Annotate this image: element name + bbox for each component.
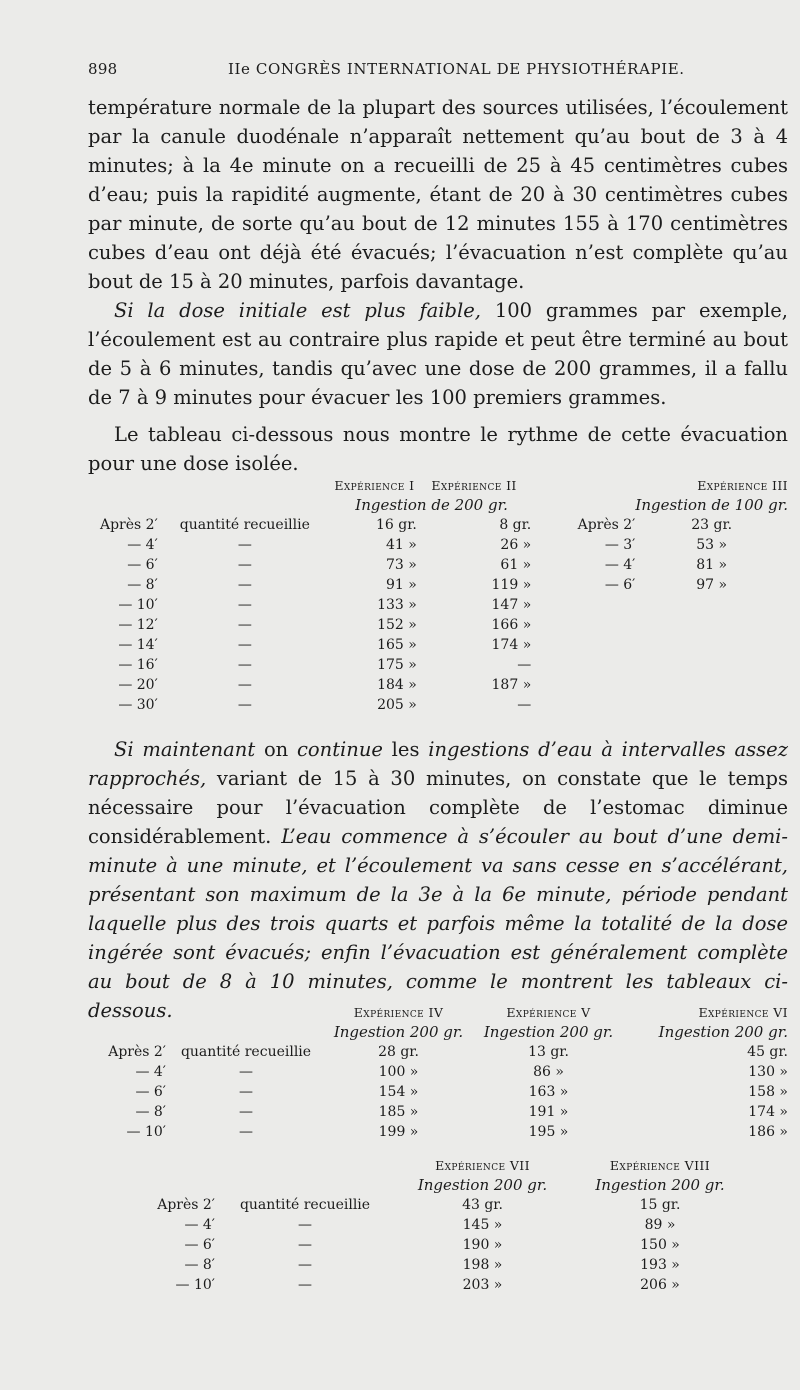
exp1-value: 165 »: [377, 637, 417, 653]
exp6-value: 130 »: [748, 1064, 788, 1080]
table-row: [120, 1275, 750, 1295]
time-cell: Après 2′: [108, 1044, 166, 1060]
exp1-value: 91 »: [385, 577, 417, 593]
time-cell: — 12′: [118, 617, 158, 633]
exp8-value: 89 »: [644, 1217, 676, 1233]
exp6-value: 45 gr.: [747, 1044, 788, 1060]
exp1-value: 133 »: [377, 597, 417, 613]
paragraph-2-italic: Si la dose initiale est plus faible,: [114, 299, 481, 322]
exp1-value: 16 gr.: [375, 517, 417, 533]
exp8-value: 206 »: [640, 1277, 680, 1293]
ditto-dash: —: [237, 597, 252, 613]
exp1-value: 205 »: [377, 697, 417, 713]
table-row: [88, 1082, 788, 1102]
time-cell: — 6′: [184, 1237, 215, 1253]
table-experiences-4-6: [88, 1002, 788, 1142]
table-row: [120, 1195, 750, 1215]
p4-text-3: variant de 15 à 30 minutes, on constate que le temps nécessaire pour l’évacuation complète de l’estomac diminue considérablement.: [88, 767, 788, 848]
exp3-time: — 4′: [604, 557, 636, 573]
ingestion-5: Ingestion 200 gr.: [483, 1023, 614, 1041]
exp2-value: 26 »: [500, 537, 532, 553]
table-row: [120, 1215, 750, 1235]
ditto-dash: —: [237, 657, 252, 673]
time-cell: Après 2′: [99, 517, 158, 533]
exp7-value: 198 »: [462, 1257, 503, 1273]
exp8-label: Expérience VIII: [609, 1157, 711, 1173]
ditto-dash: —: [298, 1237, 312, 1253]
table-row: [88, 595, 788, 615]
time-cell: — 4′: [135, 1064, 166, 1080]
p4-italic-1: Si maintenant: [114, 738, 256, 761]
exp5-value: 13 gr.: [528, 1044, 569, 1060]
table-row: [120, 1235, 750, 1255]
table-subheader-row: [88, 1022, 788, 1042]
paragraph-3: [88, 420, 788, 478]
time-cell: Après 2′: [157, 1197, 215, 1213]
exp7-label: Expérience VII: [435, 1157, 530, 1173]
exp8-value: 15 gr.: [639, 1197, 681, 1213]
exp6-label: Expérience VI: [698, 1004, 788, 1020]
paragraph-1-text: température normale de la plupart des sources utilisées, l’écoulement par la canule duodénale n’apparaît nettement qu’au bout de 3 à 4 minutes; à la 4e minute on a recueilli de 25 à 45 centimètres cubes d’eau; puis la rapidité augmente, étant de 20 à 30 centimètres cubes par minute, de sorte qu’au bout de 12 minutes 155 à 170 centimètres cubes d’eau ont déjà été évacués; l’évacuation n’est complète qu’au bout de 15 à 20 minutes, parfois davantage.: [88, 96, 788, 293]
exp7-value: 43 gr.: [462, 1197, 503, 1213]
exp3-value: 81 »: [696, 557, 728, 573]
exp4-value: 185 »: [378, 1104, 419, 1120]
exp1-value: 152 »: [377, 617, 417, 633]
exp2-value: —: [517, 697, 532, 713]
paragraph-2: [88, 296, 788, 412]
running-title: IIe CONGRÈS INTERNATIONAL DE PHYSIOTHÉRAPIE.: [228, 60, 685, 78]
time-cell: — 10′: [126, 1124, 166, 1140]
ditto-dash: —: [237, 617, 252, 633]
ditto-dash: —: [298, 1277, 312, 1293]
table-row: [88, 655, 788, 675]
table-header-row: [120, 1155, 750, 1175]
exp7-value: 203 »: [462, 1277, 503, 1293]
time-cell: — 6′: [127, 557, 158, 573]
table-row: [88, 615, 788, 635]
ditto-dash: —: [298, 1257, 312, 1273]
exp5-value: 195 »: [528, 1124, 569, 1140]
p4-text-2: les: [382, 738, 429, 761]
table-subheader-row: [88, 495, 788, 515]
exp2-value: 61 »: [500, 557, 532, 573]
table-row: [88, 695, 788, 715]
ingestion-1-2: Ingestion de 200 gr.: [355, 496, 508, 514]
ditto-dash: —: [237, 557, 252, 573]
exp4-value: 199 »: [378, 1124, 419, 1140]
exp4-label: Expérience IV: [353, 1004, 444, 1020]
exp2-value: 166 »: [491, 617, 532, 633]
time-cell: — 14′: [118, 637, 158, 653]
table-row: [88, 675, 788, 695]
ditto-dash: —: [237, 637, 252, 653]
column-label: quantité recueillie: [239, 1197, 371, 1213]
table-subheader-row: [120, 1175, 750, 1195]
exp2-value: 187 »: [491, 677, 532, 693]
table-row: [88, 1062, 788, 1082]
table-row: [88, 575, 788, 595]
p4-text-1: on: [255, 738, 297, 761]
exp6-value: 158 »: [748, 1084, 788, 1100]
exp6-value: 186 »: [748, 1124, 788, 1140]
table-row: [88, 1122, 788, 1142]
exp3-time: — 3′: [604, 537, 636, 553]
ditto-dash: —: [237, 677, 252, 693]
exp5-value: 191 »: [528, 1104, 569, 1120]
exp3-value: 97 »: [696, 577, 728, 593]
table-row: [88, 1042, 788, 1062]
paragraph-2-text: 100 grammes par exemple, l’écoulement est au contraire plus rapide et peut être terminé au bout de 5 à 6 minutes, tandis qu’avec une dose de 200 grammes, il a fallu de 7 à 9 minutes pour évacuer les 100 premiers grammes.: [88, 299, 788, 409]
exp8-value: 150 »: [640, 1237, 680, 1253]
ditto-dash: —: [237, 577, 252, 593]
exp1-value: 73 »: [385, 557, 417, 573]
ditto-dash: —: [237, 697, 252, 713]
time-cell: — 4′: [184, 1217, 215, 1233]
time-cell: — 8′: [184, 1257, 215, 1273]
exp3-label: Expérience III: [697, 477, 788, 493]
exp3-value: 53 »: [696, 537, 728, 553]
p4-italic-2: continue: [296, 738, 383, 761]
column-label: quantité recueillie: [179, 517, 310, 533]
ditto-dash: —: [237, 537, 252, 553]
ditto-dash: —: [298, 1217, 312, 1233]
exp3-time: — 6′: [604, 577, 636, 593]
exp5-label: Expérience V: [506, 1004, 591, 1020]
exp7-value: 145 »: [462, 1217, 503, 1233]
ditto-dash: —: [239, 1124, 253, 1140]
table-row: [88, 635, 788, 655]
time-cell: — 16′: [118, 657, 158, 673]
exp3-time: Après 2′: [577, 517, 636, 533]
exp1-value: 184 »: [377, 677, 417, 693]
time-cell: — 8′: [127, 577, 158, 593]
paragraph-4: [88, 735, 788, 1025]
exp1-value: 175 »: [377, 657, 417, 673]
ingestion-3: Ingestion de 100 gr.: [635, 496, 788, 514]
time-cell: — 10′: [118, 597, 158, 613]
table-header-row: [88, 1002, 788, 1022]
exp5-value: 86 »: [533, 1064, 564, 1080]
table-experiences-1-3: [88, 475, 788, 715]
column-label: quantité recueillie: [180, 1044, 312, 1060]
exp7-value: 190 »: [462, 1237, 503, 1253]
ingestion-8: Ingestion 200 gr.: [595, 1176, 725, 1194]
exp1-label: Expérience I: [334, 477, 415, 493]
page-number: 898: [88, 60, 118, 78]
exp2-value: —: [517, 657, 532, 673]
exp1-value: 41 »: [385, 537, 417, 553]
ingestion-4: Ingestion 200 gr.: [333, 1023, 464, 1041]
table-row: [120, 1255, 750, 1275]
exp2-value: 147 »: [491, 597, 532, 613]
table-row: [88, 515, 788, 535]
exp2-value: 119 »: [491, 577, 532, 593]
exp5-value: 163 »: [528, 1084, 569, 1100]
exp4-value: 100 »: [378, 1064, 419, 1080]
exp4-value: 154 »: [378, 1084, 419, 1100]
table-row: [88, 555, 788, 575]
ingestion-6: Ingestion 200 gr.: [658, 1023, 788, 1041]
time-cell: — 20′: [118, 677, 158, 693]
exp2-label: Expérience II: [431, 477, 517, 493]
p4-italic-3: ingestions d’eau à intervalles assez rapprochés,: [88, 738, 788, 790]
time-cell: — 30′: [118, 697, 158, 713]
time-cell: — 10′: [175, 1277, 215, 1293]
exp4-value: 28 gr.: [378, 1044, 419, 1060]
p4-italic-4: L’eau commence à s’écouler au bout d’une demi-minute à une minute, et l’écoulement va sans cesse en s’accélérant, présentant son maximum de la 3e à la 6e minute, période pendant laquelle plus des trois quarts et parfois même la totalité de la dose ingérée sont évacués; enfin l’évacuation est généralement complète au bout de 8 à 10 minutes, comme le montrent les tableaux ci-dessous.: [88, 825, 789, 1022]
exp6-value: 174 »: [748, 1104, 788, 1120]
exp2-value: 174 »: [491, 637, 532, 653]
exp2-value: 8 gr.: [499, 517, 532, 533]
ditto-dash: —: [239, 1104, 253, 1120]
table-header-row: [88, 475, 788, 495]
paragraph-3-text: Le tableau ci-dessous nous montre le rythme de cette évacuation pour une dose isolée.: [88, 423, 788, 475]
ingestion-7: Ingestion 200 gr.: [417, 1176, 548, 1194]
exp8-value: 193 »: [640, 1257, 680, 1273]
table-experiences-7-8: [120, 1155, 750, 1295]
time-cell: — 8′: [135, 1104, 166, 1120]
time-cell: — 4′: [127, 537, 158, 553]
time-cell: — 6′: [135, 1084, 166, 1100]
table-row: [88, 1102, 788, 1122]
ditto-dash: —: [239, 1084, 253, 1100]
exp3-value: 23 gr.: [691, 517, 733, 533]
paragraph-1: [88, 93, 788, 296]
ditto-dash: —: [239, 1064, 253, 1080]
table-row: [88, 535, 788, 555]
